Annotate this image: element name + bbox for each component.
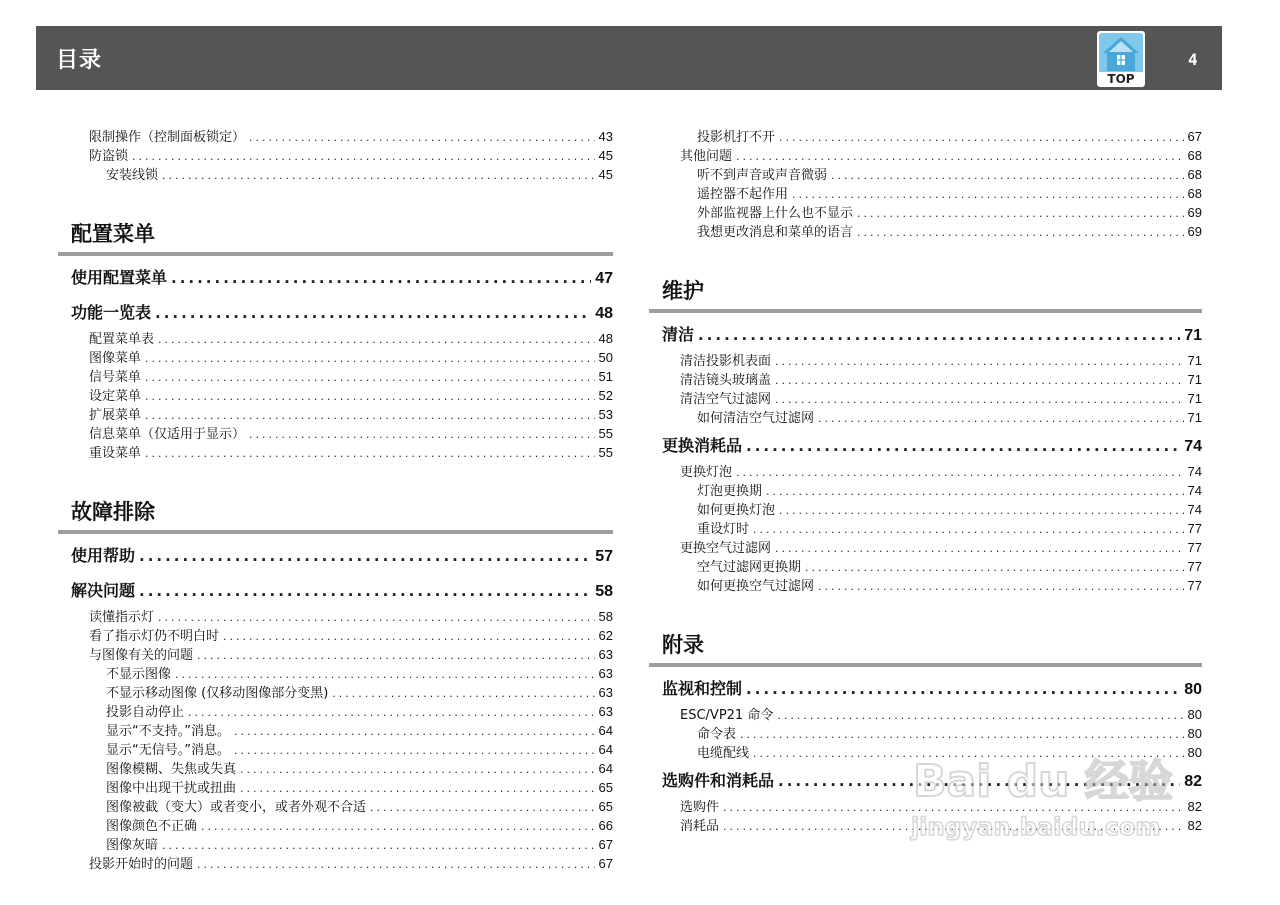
chapter-heading: 维护 — [649, 273, 1202, 313]
toc-entry[interactable] — [649, 481, 1202, 500]
top-house-icon — [1097, 31, 1145, 87]
dot-leader — [234, 741, 595, 760]
toc-page-number: 67 — [598, 837, 613, 852]
toc-page-number: 66 — [598, 818, 613, 833]
toc-page-number: 71 — [1187, 410, 1202, 425]
dot-leader — [779, 128, 1184, 147]
toc-entry-title: 扩展菜单 — [89, 408, 142, 423]
toc-entry-title: 如何更换空气过滤网 — [697, 579, 815, 594]
toc-entry-title: 选购件和消耗品 — [662, 771, 775, 790]
toc-entry-title: 外部监视器上什么也不显示 — [697, 206, 854, 221]
toc-entry-title: 使用配置菜单 — [71, 268, 168, 287]
toc-page-number: 71 — [1184, 327, 1202, 344]
toc-entry-title: 功能一览表 — [71, 303, 152, 322]
toc-entry-title: 安装线锁 — [106, 168, 159, 183]
toc-entry-title: 电缆配线 — [697, 746, 750, 761]
dot-leader — [158, 608, 595, 627]
toc-entry[interactable] — [649, 370, 1202, 389]
toc-entry-title: 其他问题 — [680, 149, 733, 164]
dot-leader — [736, 147, 1184, 166]
dot-leader — [139, 540, 591, 572]
dot-leader — [778, 765, 1180, 797]
toc-entry-title: 更换消耗品 — [662, 436, 743, 455]
toc-page-number: 69 — [1187, 205, 1202, 220]
top-label: TOP — [1107, 72, 1135, 86]
toc-page-number: 74 — [1187, 502, 1202, 517]
toc-page-number: 55 — [598, 445, 613, 460]
toc-entry-title: 不显示移动图像 (仅移动图像部分变黑) — [106, 686, 329, 701]
toc-entry-title: 不显示图像 — [106, 667, 172, 682]
dot-leader — [736, 463, 1184, 482]
toc-page-number: 52 — [598, 388, 613, 403]
toc-page-number: 45 — [598, 167, 613, 182]
dot-leader — [792, 185, 1184, 204]
toc-entry[interactable] — [649, 816, 1202, 835]
toc-page-number: 51 — [598, 369, 613, 384]
toc-entry[interactable] — [649, 797, 1202, 816]
toc-section-link[interactable] — [58, 540, 613, 572]
toc-entry[interactable] — [649, 519, 1202, 538]
toc-page-number: 77 — [1187, 578, 1202, 593]
toc-entry-title: 清洁镜头玻璃盖 — [680, 373, 772, 388]
toc-entry[interactable] — [58, 702, 613, 721]
dot-leader — [145, 349, 595, 368]
dot-leader — [234, 722, 595, 741]
toc-entry[interactable] — [649, 146, 1202, 165]
toc-page-number: 65 — [598, 780, 613, 795]
toc-entry[interactable] — [58, 424, 613, 443]
toc-page-number: 62 — [598, 628, 613, 643]
toc-page-number: 50 — [598, 350, 613, 365]
toc-entry-title: 设定菜单 — [89, 389, 142, 404]
toc-entry[interactable] — [58, 386, 613, 405]
dot-leader — [249, 425, 595, 444]
dot-leader — [332, 684, 594, 703]
toc-entry-title: 如何更换灯泡 — [697, 503, 776, 518]
toc-page-number: 47 — [595, 270, 613, 287]
top-button[interactable] — [1097, 31, 1145, 87]
toc-entry[interactable] — [58, 348, 613, 367]
dot-leader — [775, 371, 1184, 390]
toc-entry[interactable] — [649, 184, 1202, 203]
toc-entry-title: 投影机打不开 — [697, 130, 776, 145]
dot-leader — [723, 817, 1184, 836]
toc-page-number: 80 — [1187, 726, 1202, 741]
toc-entry[interactable] — [58, 146, 613, 165]
toc-page-number: 58 — [595, 583, 613, 600]
chapter-heading: 配置菜单 — [58, 216, 613, 256]
toc-page-number: 48 — [595, 305, 613, 322]
toc-entry[interactable] — [58, 127, 613, 146]
toc-page-number: 63 — [598, 685, 613, 700]
toc-entry-title: 限制操作（控制面板锁定） — [89, 130, 246, 145]
toc-section-link[interactable] — [649, 673, 1202, 705]
dot-leader — [249, 128, 595, 147]
dot-leader — [805, 558, 1184, 577]
toc-page-number: 65 — [598, 799, 613, 814]
toc-entry-title: 清洁投影机表面 — [680, 354, 772, 369]
toc-page-number: 82 — [1187, 818, 1202, 833]
toc-entry-title: 图像灰暗 — [106, 838, 159, 853]
toc-entry-title: 清洁 — [662, 325, 695, 344]
toc-section-link[interactable] — [649, 430, 1202, 462]
dot-leader — [857, 204, 1184, 223]
toc-entry-title: 图像中出现干扰或扭曲 — [106, 781, 237, 796]
chapter-heading: 故障排除 — [58, 494, 613, 534]
toc-page-number: 48 — [598, 331, 613, 346]
dot-leader — [775, 539, 1184, 558]
dot-leader — [740, 725, 1184, 744]
toc-page-number: 80 — [1184, 681, 1202, 698]
toc-page-number: 43 — [598, 129, 613, 144]
toc-entry-title: 防盗锁 — [89, 149, 129, 164]
toc-entry[interactable] — [649, 557, 1202, 576]
dot-leader — [188, 703, 595, 722]
toc-entry[interactable] — [58, 854, 613, 873]
dot-leader — [155, 297, 591, 329]
toc-page-number: 68 — [1187, 186, 1202, 201]
toc-entry-title: 解决问题 — [71, 581, 136, 600]
toc-entry[interactable] — [649, 165, 1202, 184]
toc-entry[interactable] — [58, 626, 613, 645]
toc-entry-title: 我想更改消息和菜单的语言 — [697, 225, 854, 240]
toc-entry[interactable] — [649, 538, 1202, 557]
toc-entry-title: 重设灯时 — [697, 522, 750, 537]
toc-page-number: 57 — [595, 548, 613, 565]
toc-page-number: 68 — [1187, 148, 1202, 163]
toc-entry[interactable] — [58, 645, 613, 664]
toc-page-number: 63 — [598, 647, 613, 662]
toc-page-number: 64 — [598, 723, 613, 738]
watermark-brand: Bai du 经验 — [913, 756, 1173, 807]
toc-left-column — [58, 127, 613, 873]
dot-leader — [223, 627, 595, 646]
dot-leader — [145, 387, 595, 406]
toc-page-number: 45 — [598, 148, 613, 163]
toc-entry[interactable] — [58, 664, 613, 683]
toc-page-number: 67 — [1187, 129, 1202, 144]
toc-entry[interactable] — [58, 740, 613, 759]
dot-leader — [197, 855, 595, 874]
toc-entry-title: 如何清洁空气过滤网 — [697, 411, 815, 426]
dot-leader — [775, 390, 1184, 409]
toc-entry-title: 信号菜单 — [89, 370, 142, 385]
toc-page-number: 77 — [1187, 559, 1202, 574]
dot-leader — [775, 352, 1184, 371]
toc-entry-title: 显示“无信号。”消息。 — [106, 743, 230, 758]
dot-leader — [158, 330, 595, 349]
dot-leader — [753, 744, 1184, 763]
toc-entry-title: 选购件 — [680, 800, 720, 815]
toc-page-number: 58 — [598, 609, 613, 624]
toc-page-number: 64 — [598, 742, 613, 757]
toc-entry[interactable] — [649, 576, 1202, 595]
toc-section-link[interactable] — [58, 297, 613, 329]
toc-page-number: 82 — [1187, 799, 1202, 814]
toc-entry[interactable] — [649, 203, 1202, 222]
toc-entry[interactable] — [649, 127, 1202, 146]
toc-page-number: 71 — [1187, 372, 1202, 387]
toc-page-number: 74 — [1184, 438, 1202, 455]
toc-page-number: 71 — [1187, 391, 1202, 406]
dot-leader — [145, 406, 595, 425]
toc-entry[interactable] — [58, 835, 613, 854]
page-number: 4 — [1188, 50, 1198, 69]
toc-entry[interactable] — [649, 351, 1202, 370]
toc-page-number: 63 — [598, 704, 613, 719]
dot-leader — [145, 444, 595, 463]
toc-entry-title: 图像模糊、失焦或失真 — [106, 762, 237, 777]
toc-entry[interactable] — [649, 705, 1202, 724]
toc-entry-title: ESC/VP21 命令 — [680, 708, 774, 723]
dot-leader — [171, 262, 591, 294]
toc-entry-title: 遥控器不起作用 — [697, 187, 789, 202]
toc-entry[interactable] — [58, 405, 613, 424]
toc-page-number: 74 — [1187, 464, 1202, 479]
toc-entry-title: 投影自动停止 — [106, 705, 185, 720]
chapter-heading: 附录 — [649, 627, 1202, 667]
toc-section-link[interactable] — [649, 765, 1202, 797]
dot-leader — [777, 706, 1183, 725]
dot-leader — [145, 368, 595, 387]
dot-leader — [818, 409, 1184, 428]
dot-leader — [698, 319, 1180, 351]
toc-page-number: 68 — [1187, 167, 1202, 182]
toc-page-number: 82 — [1184, 773, 1202, 790]
toc-page-number: 77 — [1187, 521, 1202, 536]
toc-entry-title: 配置菜单表 — [89, 332, 155, 347]
toc-entry[interactable] — [649, 724, 1202, 743]
toc-entry-title: 灯泡更换期 — [697, 484, 763, 499]
toc-entry-title: 信息菜单（仅适用于显示） — [89, 427, 246, 442]
dot-leader — [139, 575, 591, 607]
toc-right-column — [649, 127, 1202, 835]
toc-entry-title: 使用帮助 — [71, 546, 136, 565]
toc-entry[interactable] — [649, 500, 1202, 519]
toc-page-number: 71 — [1187, 353, 1202, 368]
toc-entry-title: 显示“不支持。”消息。 — [106, 724, 230, 739]
toc-entry[interactable] — [58, 607, 613, 626]
dot-leader — [240, 760, 595, 779]
toc-page-number: 63 — [598, 666, 613, 681]
toc-section-link[interactable] — [58, 262, 613, 294]
toc-entry[interactable] — [649, 222, 1202, 241]
toc-entry-title: 命令表 — [697, 727, 737, 742]
dot-leader — [723, 798, 1184, 817]
toc-entry-title: 投影开始时的问题 — [89, 857, 194, 872]
toc-page-number: 69 — [1187, 224, 1202, 239]
toc-entry-title: 监视和控制 — [662, 679, 743, 698]
toc-page-number: 80 — [1187, 745, 1202, 760]
toc-page-number: 64 — [598, 761, 613, 776]
toc-entry[interactable] — [649, 743, 1202, 762]
toc-entry[interactable] — [58, 778, 613, 797]
toc-entry-title: 空气过滤网更换期 — [697, 560, 802, 575]
dot-leader — [753, 520, 1184, 539]
toc-entry-title: 更换空气过滤网 — [680, 541, 772, 556]
toc-entry[interactable] — [58, 443, 613, 462]
dot-leader — [857, 223, 1184, 242]
toc-entry[interactable] — [58, 816, 613, 835]
dot-leader — [132, 147, 595, 166]
toc-entry-title: 清洁空气过滤网 — [680, 392, 772, 407]
dot-leader — [746, 430, 1180, 462]
dot-leader — [370, 798, 595, 817]
toc-entry-title: 图像菜单 — [89, 351, 142, 366]
toc-entry[interactable] — [649, 462, 1202, 481]
dot-leader — [746, 673, 1180, 705]
dot-leader — [831, 166, 1184, 185]
toc-entry-title: 读懂指示灯 — [89, 610, 155, 625]
toc-entry[interactable] — [58, 329, 613, 348]
toc-entry-title: 图像颜色不正确 — [106, 819, 198, 834]
toc-section-link[interactable] — [58, 575, 613, 607]
toc-entry-title: 重设菜单 — [89, 446, 142, 461]
toc-page-number: 77 — [1187, 540, 1202, 555]
toc-entry[interactable] — [58, 367, 613, 386]
toc-entry[interactable] — [58, 797, 613, 816]
dot-leader — [240, 779, 595, 798]
toc-page-number: 67 — [598, 856, 613, 871]
toc-entry[interactable] — [58, 165, 613, 184]
dot-leader — [162, 836, 595, 855]
toc-entry[interactable] — [58, 759, 613, 778]
toc-entry-title: 更换灯泡 — [680, 465, 733, 480]
toc-page-number: 80 — [1187, 707, 1202, 722]
toc-entry-title: 消耗品 — [680, 819, 720, 834]
toc-page-number: 53 — [598, 407, 613, 422]
dot-leader — [766, 482, 1184, 501]
dot-leader — [818, 577, 1184, 596]
toc-entry-title: 看了指示灯仍不明白时 — [89, 629, 220, 644]
toc-page-number: 55 — [598, 426, 613, 441]
toc-entry-title: 与图像有关的问题 — [89, 648, 194, 663]
toc-page-number: 74 — [1187, 483, 1202, 498]
page-title: 目录 — [56, 48, 103, 73]
toc-entry[interactable] — [58, 683, 613, 702]
dot-leader — [162, 166, 595, 185]
toc-entry[interactable] — [649, 389, 1202, 408]
dot-leader — [175, 665, 595, 684]
toc-entry[interactable] — [649, 408, 1202, 427]
toc-section-link[interactable] — [649, 319, 1202, 351]
dot-leader — [197, 646, 595, 665]
dot-leader — [201, 817, 595, 836]
watermark-url: jingyan.baidu.com — [911, 813, 1161, 841]
dot-leader — [779, 501, 1184, 520]
toc-entry-title: 图像被截（变大）或者变小，或者外观不合适 — [106, 800, 367, 815]
toc-entry[interactable] — [58, 721, 613, 740]
page-header — [36, 26, 1222, 90]
toc-entry-title: 听不到声音或声音微弱 — [697, 168, 828, 183]
